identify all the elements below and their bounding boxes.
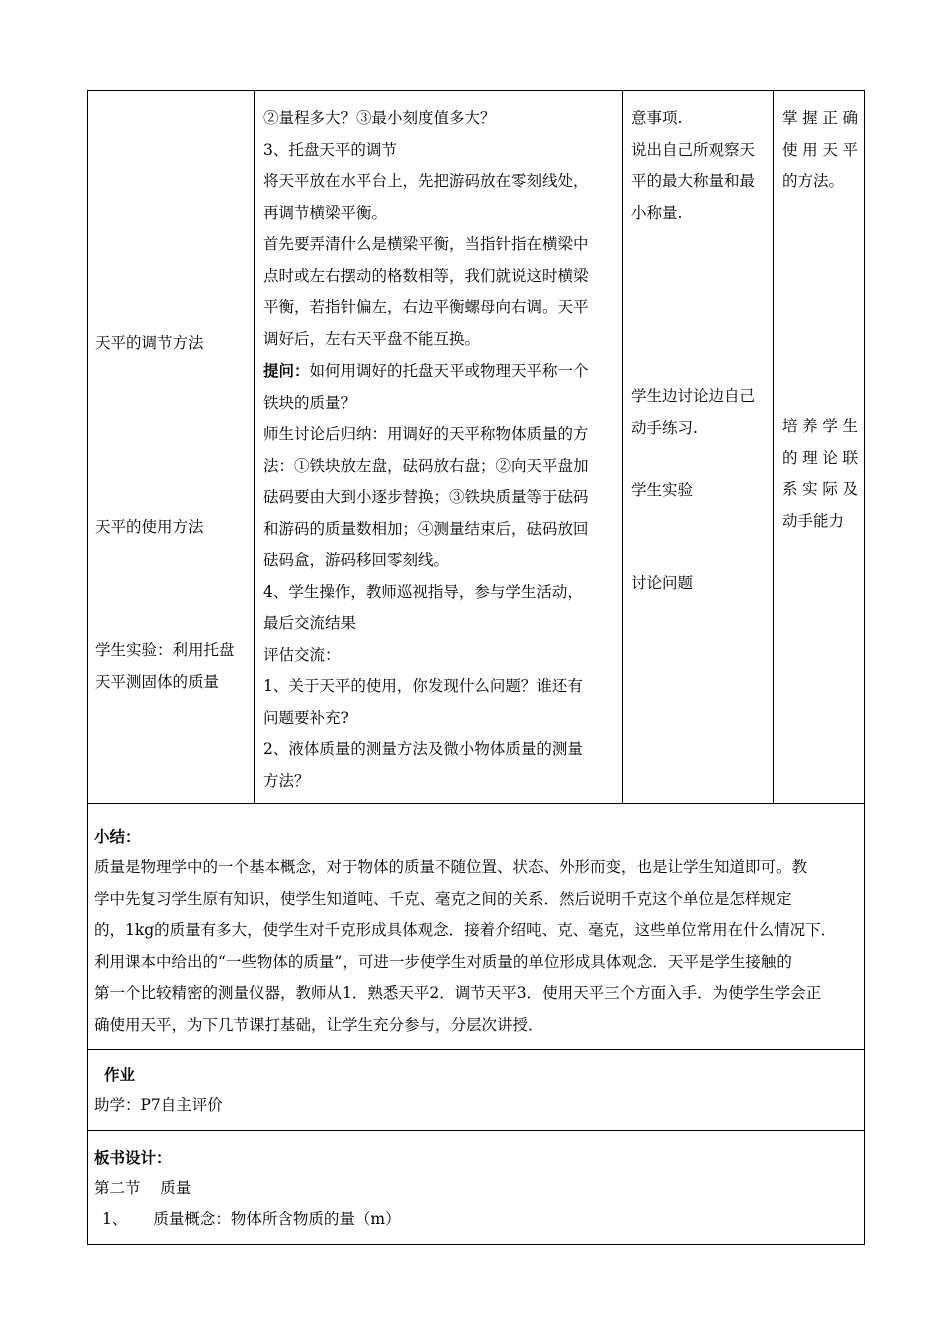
- lesson-plan-table: [87, 90, 865, 1245]
- question-label: 提问：: [263, 361, 310, 380]
- text-line: 法：①铁块放左盘，砝码放右盘；②向天平盘加: [263, 456, 589, 475]
- board-row: [88, 1130, 865, 1244]
- text-line: 1、关于天平的使用，你发现什么问题？谁还有: [263, 677, 583, 695]
- text-line: 小称量.: [631, 203, 683, 222]
- text-line: 方法？: [263, 771, 310, 790]
- board-line-2-number: 1、: [102, 1210, 128, 1228]
- intent-block-2: [782, 411, 858, 537]
- text-line: 的理论联: [782, 448, 858, 467]
- student-block-1: [631, 103, 769, 229]
- topic-adjust: 天平的调节方法: [95, 334, 204, 352]
- topic-use: 天平的使用方法: [95, 518, 204, 536]
- text-line: 调好后，左右天平盘不能互换。: [263, 329, 481, 348]
- summary-section: [88, 804, 865, 1050]
- text-line: 系实际及: [782, 480, 858, 498]
- summary-title: 小结：: [94, 828, 141, 846]
- text-line: 3、托盘天平的调节: [263, 140, 397, 159]
- text-line: 掌握正确: [782, 109, 858, 127]
- student-block-4: 讨论问题: [631, 574, 694, 592]
- text-line: 学中先复习学生原有知识，使学生知道吨、千克、毫克之间的关系．然后说明千克这个单位是怎样规定: [94, 889, 792, 908]
- text-line: 砝码要由大到小逐步替换；③铁块质量等于砝码: [263, 488, 589, 506]
- board-title: 板书设计：: [94, 1148, 172, 1167]
- text-line: 的，1kg的质量有多大，使学生对千克形成具体观念．接着介绍吨、克、毫克，这些单位常用在什么情况下．: [94, 921, 837, 939]
- topic-column: [88, 91, 255, 804]
- text-line: 质量是物理学中的一个基本概念，对于物体的质量不随位置、状态、外形而变，也是让学生知道即可。教: [94, 858, 808, 876]
- text-line: ②量程多大？③最小刻度值多大？: [263, 109, 496, 127]
- text-line: 再调节横梁平衡。: [263, 203, 388, 222]
- homework-title: 作业: [104, 1066, 136, 1084]
- text-line: 平衡，若指针偏左，右边平衡螺母向右调。天平: [263, 298, 589, 316]
- text-line: 动手能力: [782, 511, 845, 530]
- summary-row: [88, 804, 865, 1050]
- text-line: 问题要补充?: [263, 708, 349, 727]
- text-line: 师生讨论后归纳：用调好的天平称物体质量的方: [263, 425, 589, 443]
- topic-experiment-line2: 天平测固体的质量: [95, 673, 220, 691]
- text-line: 将天平放在水平台上，先把游码放在零刻线处，: [263, 172, 589, 190]
- text-line: 动手练习.: [631, 418, 698, 437]
- text-line: 确使用天平，为下几节课打基础，让学生充分参与，分层次讲授．: [94, 1015, 544, 1034]
- text-line: 首先要弄清什么是横梁平衡，当指针指在横梁中: [263, 235, 589, 253]
- board-line-2: [94, 1204, 858, 1236]
- text-line: 使用天平: [782, 140, 858, 159]
- homework-section: [88, 1050, 865, 1131]
- activity-row: [88, 91, 865, 804]
- text-line: 砝码盒，游码移回零刻线。: [263, 551, 450, 569]
- homework-row: [88, 1050, 865, 1131]
- text-line: 和游码的质量数相加；④测量结束后，砝码放回: [263, 519, 589, 538]
- text-line: 评估交流：: [263, 645, 341, 664]
- text-line: 的方法。: [782, 172, 845, 190]
- text-line: 培养学生: [782, 417, 858, 435]
- board-line-2-text: 质量概念：物体所含物质的量（m）: [153, 1210, 401, 1228]
- text-line: 2、液体质量的测量方法及微小物体质量的测量: [263, 740, 583, 758]
- text-line: 4、学生操作，教师巡视指导，参与学生活动，: [263, 582, 583, 601]
- student-activity-column: [623, 91, 774, 804]
- summary-body: [94, 852, 858, 1041]
- text-line: 意事项.: [631, 109, 683, 127]
- student-block-2: [631, 381, 769, 444]
- text-line: 利用课本中给出的“一些物体的质量”，可进一步使学生对质量的单位形成具体观念．天平是学生接触的: [94, 952, 792, 971]
- question-line: [263, 355, 616, 388]
- text-line: 说出自己所观察天: [631, 140, 756, 159]
- intent-block-1: [782, 103, 858, 198]
- text-line: 最后交流结果: [263, 614, 357, 632]
- board-line-1: 第二节 质量: [94, 1178, 192, 1197]
- text-line: 平的最大称量和最: [631, 172, 756, 190]
- text-line: 第一个比较精密的测量仪器，教师从1．熟悉天平2．调节天平3．使用天平三个方面入手．为使学生学会正: [94, 984, 822, 1002]
- text-line: 铁块的质量？: [263, 393, 357, 412]
- question-text: 如何用调好的托盘天平或物理天平称一个: [309, 362, 589, 380]
- board-design-section: [88, 1130, 865, 1244]
- topic-experiment-line1: 学生实验：利用托盘: [95, 641, 235, 659]
- design-intent-column: [774, 91, 865, 804]
- teacher-activity-column: [255, 91, 623, 804]
- student-block-3: 学生实验: [631, 481, 694, 499]
- text-line: 学生边讨论边自己: [631, 387, 756, 405]
- homework-content: 助学：P7自主评价: [94, 1096, 223, 1114]
- text-line: 点时或左右摆动的格数相等，我们就说这时横梁: [263, 266, 589, 285]
